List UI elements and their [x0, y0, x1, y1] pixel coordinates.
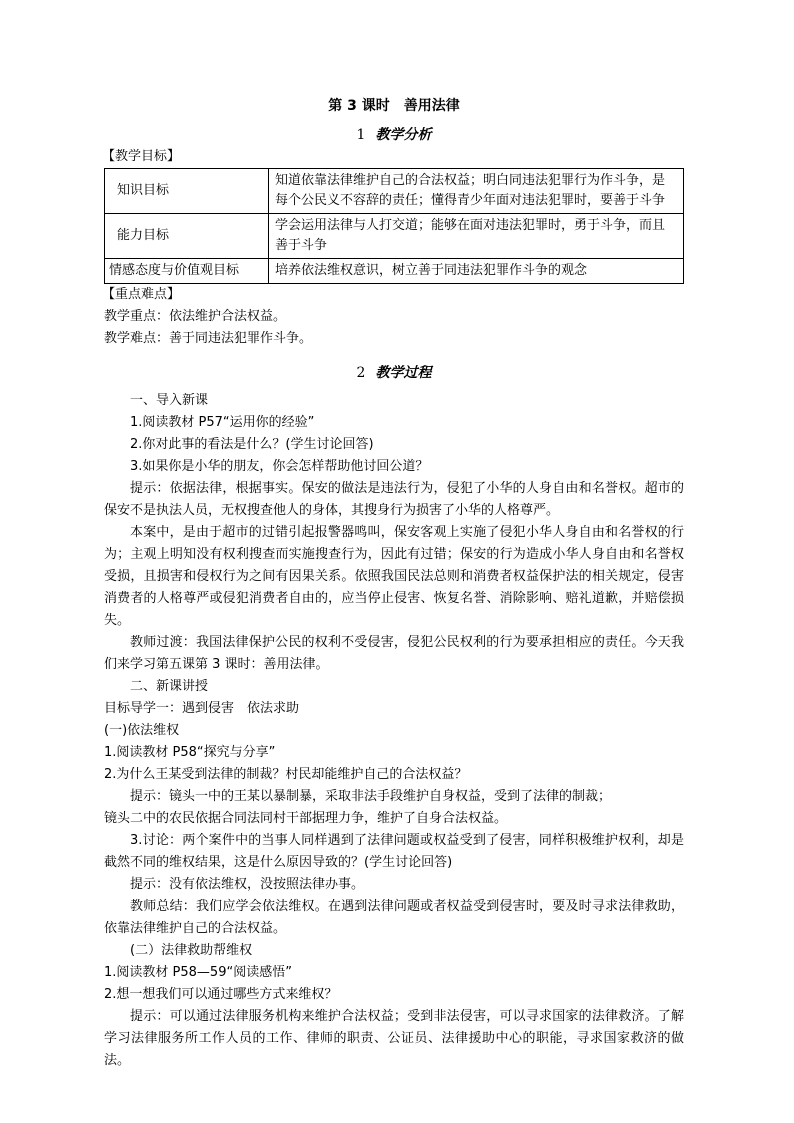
objective-label: 情感态度与价值观目标	[105, 259, 269, 284]
text-line: 一、导入新课	[130, 393, 209, 408]
text-line: 1.阅读教材 P58“探究与分享”	[104, 745, 276, 760]
table-row	[105, 214, 684, 259]
text-line: 镜头二中的农民依据合同法同村干部据理力争，维护了自身合法权益。	[104, 811, 508, 826]
section-number: 2	[356, 365, 366, 381]
paragraph: 教师过渡：我国法律保护公民的权利不受侵害，侵犯公民权利的行为要承担相应的责任。今天我们来学习第五课第 3 课时：善用法律。	[104, 635, 684, 672]
text-line: 2.为什么王某受到法律的制裁？村民却能维护自己的合法权益？	[104, 767, 468, 782]
text-line: 1.阅读教材 P57“运用你的经验”	[130, 415, 315, 430]
section-title: 教学分析	[375, 127, 432, 143]
paragraph: 3.讨论：两个案件中的当事人同样遇到了法律问题或权益受到了侵害，同样积极维护权利，却是截然不同的维权结果，这是什么原因导致的？(学生讨论回答)	[104, 833, 684, 870]
paragraph: 提示：依据法律，根据事实。保安的做法是违法行为，侵犯了小华的人身自由和名誉权。超市的保安不是执法人员，无权搜查他人的身体，其搜身行为损害了小华的人格尊严。	[104, 481, 684, 518]
text-line: 1.阅读教材 P58—59“阅读感悟”	[104, 965, 292, 980]
text-line: 提示：没有依法维权，没按照法律办事。	[130, 877, 365, 892]
text-line: 3.如果你是小华的朋友，你会怎样帮助他讨回公道？	[130, 459, 429, 474]
difficult-point: 教学难点：善于同违法犯罪作斗争。	[104, 331, 313, 346]
objective-label: 能力目标	[105, 214, 269, 259]
paragraph: 提示：可以通过法律服务机构来维护合法权益；受到非法侵害，可以寻求国家的法律救济。了解学习法律服务所工作人员的工作、律师的职责、公证员、法律援助中心的职能，寻求国家救济的做法。	[104, 1009, 684, 1068]
text-line: 2.想一想我们可以通过哪些方式来维权？	[104, 987, 338, 1002]
text-line: (一)依法维权	[104, 723, 180, 738]
objectives-table	[104, 168, 684, 284]
text-line: 2.你对此事的看法是什么？(学生讨论回答)	[130, 437, 374, 452]
key-point: 教学重点：依法维护合法权益。	[104, 309, 287, 324]
section-heading-analysis	[104, 124, 684, 146]
objective-content: 知道依靠法律维护自己的合法权益；明白同违法犯罪行为作斗争，是每个公民义不容辞的责任；懂得青少年面对违法犯罪时，要善于斗争	[269, 169, 684, 214]
lesson-title: 第 3 课时 善用法律	[328, 98, 460, 114]
objective-content: 学会运用法律与人打交道；能够在面对违法犯罪时，勇于斗争，而且善于斗争	[269, 214, 684, 259]
section-number: 1	[356, 127, 366, 143]
section-heading-process	[104, 362, 684, 384]
text-line: 二、新课讲授	[130, 679, 209, 694]
key-difficult-heading: 【重点难点】	[102, 287, 181, 302]
section-title: 教学过程	[375, 365, 432, 381]
text-line: 目标导学一：遇到侵害 依法求助	[104, 701, 300, 716]
text-line: (二）法律救助帮维权	[130, 943, 253, 958]
objectives-heading: 【教学目标】	[102, 149, 181, 164]
paragraph: 教师总结：我们应学会依法维权。在遇到法律问题或者权益受到侵害时，要及时寻求法律救助，依靠法律维护自己的合法权益。	[104, 899, 684, 936]
paragraph: 本案中，是由于超市的过错引起报警器鸣叫，保安客观上实施了侵犯小华人身自由和名誉权的行为；主观上明知没有权利搜查而实施搜查行为，因此有过错；保安的行为造成小华人身自由和名誉权受损，且损害和侵权行为之间有因果关系。依照我国民法总则和消费者权益保护法的相关规定，侵害消费者的人格尊严或侵犯消费者自由的，应当停止侵害、恢复名誉、消除影响、赔礼道歉，并赔偿损失。	[104, 525, 684, 628]
objective-content: 培养依法维权意识，树立善于同违法犯罪作斗争的观念	[269, 259, 684, 284]
objective-label: 知识目标	[105, 169, 269, 214]
table-row	[105, 259, 684, 284]
text-line: 提示：镜头一中的王某以暴制暴，采取非法手段维护自身权益，受到了法律的制裁；	[130, 789, 612, 804]
document-page	[104, 96, 684, 1072]
table-row	[105, 169, 684, 214]
